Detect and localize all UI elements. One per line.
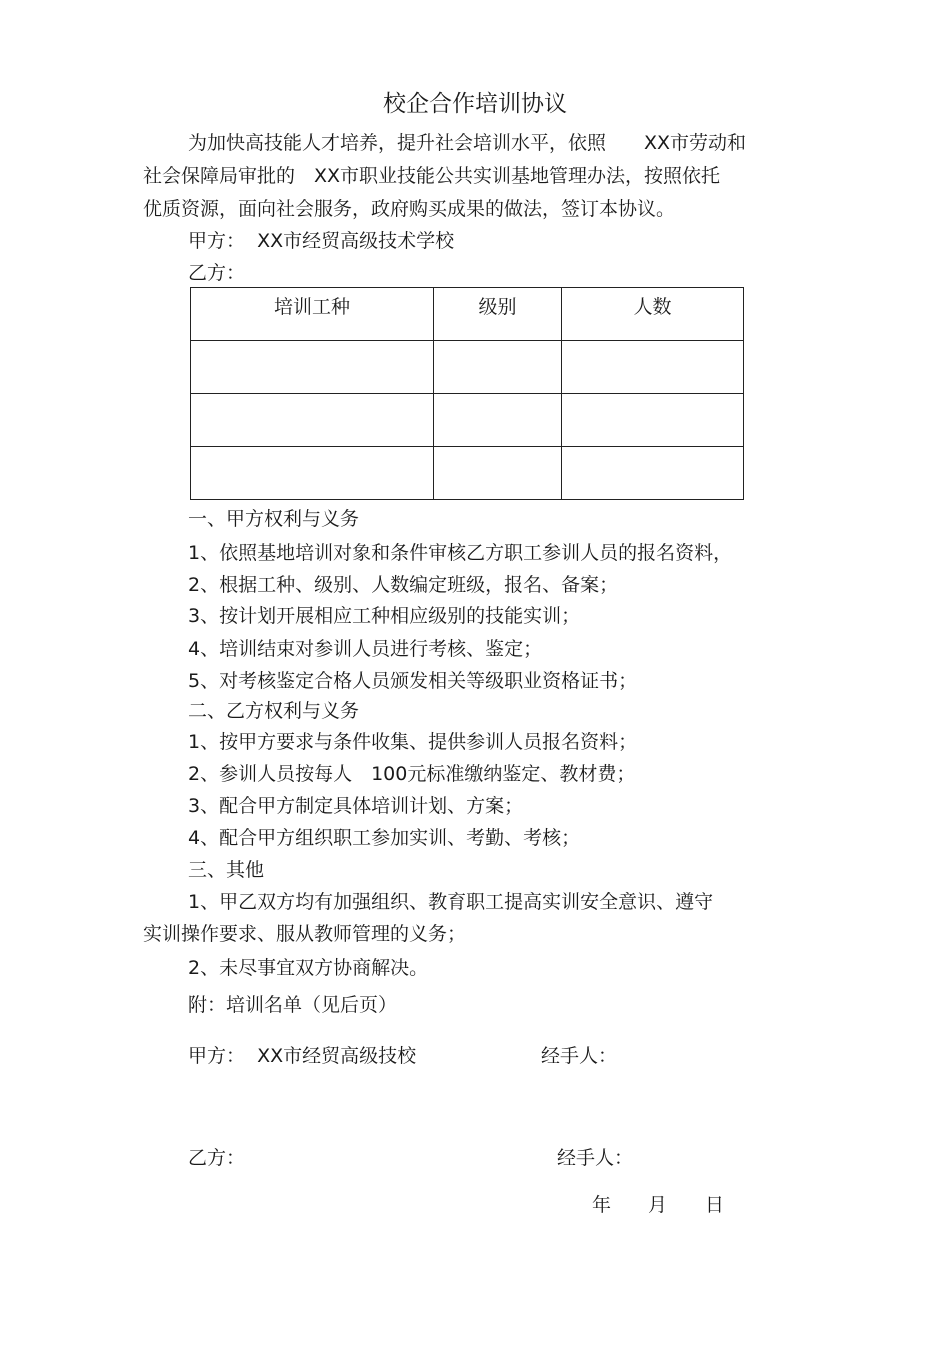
section2-item-1: 1、按甲方要求与条件收集、提供参训人员报名资料； <box>188 731 638 753</box>
table-cell[interactable] <box>562 341 744 394</box>
intro-line-3: 优质资源，面向社会服务，政府购买成果的做法，签订本协议。 <box>143 198 676 220</box>
section2-heading: 二、乙方权利与义务 <box>188 700 360 722</box>
table-row <box>191 447 744 500</box>
section1-item-4: 4、培训结束对参训人员进行考核、鉴定； <box>188 638 543 660</box>
table-cell[interactable] <box>191 394 434 447</box>
table-row <box>191 341 744 394</box>
section1-item-3: 3、按计划开展相应工种相应级别的技能实训； <box>188 605 581 627</box>
section3-item-1-line-1: 1、甲乙双方均有加强组织、教育职工提高实训安全意识、遵守 <box>188 891 714 913</box>
table-cell[interactable] <box>191 447 434 500</box>
table-cell[interactable] <box>434 394 562 447</box>
intro-line-2: 社会保障局审批的 XX市职业技能公共实训基地管理办法，按照依托 <box>143 165 721 187</box>
header-count: 人数 <box>562 288 744 341</box>
header-level: 级别 <box>434 288 562 341</box>
section1-item-1: 1、依照基地培训对象和条件审核乙方职工参训人员的报名资料， <box>188 542 733 564</box>
section1-item-2: 2、根据工种、级别、人数编定班级，报名、备案； <box>188 574 619 596</box>
section1-item-5: 5、对考核鉴定合格人员颁发相关等级职业资格证书； <box>188 670 638 692</box>
party-b-line: 乙方： <box>188 262 246 284</box>
section2-item-4: 4、配合甲方组织职工参加实训、考勤、考核； <box>188 827 581 849</box>
party-a-line: 甲方： XX市经贸高级技术学校 <box>188 230 455 252</box>
section1-heading: 一、甲方权利与义务 <box>188 508 360 530</box>
signature-party-a: 甲方： XX市经贸高级技校 <box>188 1045 417 1067</box>
table-cell[interactable] <box>562 447 744 500</box>
date-day: 日 <box>705 1194 725 1216</box>
signature-party-b: 乙方： <box>188 1147 246 1169</box>
signature-handler-a: 经手人： <box>541 1045 618 1067</box>
document-title: 校企合作培训协议 <box>383 91 567 117</box>
section3-heading: 三、其他 <box>188 859 265 881</box>
date-year: 年 <box>592 1194 612 1216</box>
section2-item-2: 2、参训人员按每人 100元标准缴纳鉴定、教材费； <box>188 763 636 785</box>
table-row <box>191 394 744 447</box>
section3-item-1-line-2: 实训操作要求、服从教师管理的义务； <box>143 923 467 945</box>
attachment-note: 附：培训名单（见后页） <box>188 994 398 1016</box>
signature-handler-b: 经手人： <box>557 1147 634 1169</box>
training-table <box>190 287 744 500</box>
table-cell[interactable] <box>434 341 562 394</box>
section3-item-2: 2、未尽事宜双方协商解决。 <box>188 957 429 979</box>
table-header-row <box>191 288 744 341</box>
table-cell[interactable] <box>191 341 434 394</box>
header-training-type: 培训工种 <box>191 288 434 341</box>
section2-item-3: 3、配合甲方制定具体培训计划、方案； <box>188 795 524 817</box>
table-cell[interactable] <box>434 447 562 500</box>
date-month: 月 <box>648 1194 668 1216</box>
table-cell[interactable] <box>562 394 744 447</box>
intro-line-1: 为加快高技能人才培养，提升社会培训水平，依照 XX市劳动和 <box>188 132 747 154</box>
